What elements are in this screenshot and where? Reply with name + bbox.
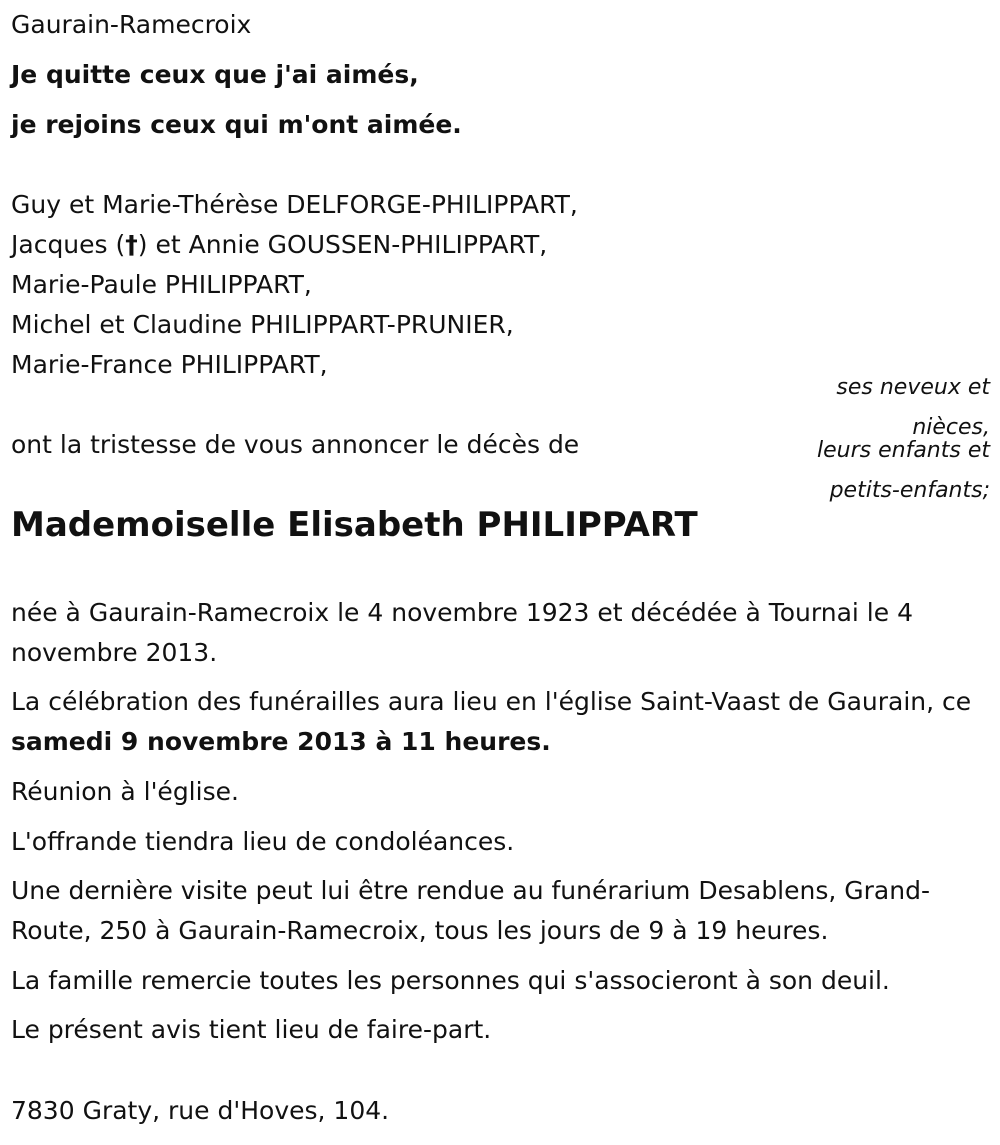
funeral-date-time: samedi 9 novembre 2013 à 11 heures. bbox=[11, 727, 551, 756]
dagger-icon: † bbox=[125, 230, 138, 259]
visit-text: Une dernière visite peut lui être rendue au funérarium Desablens, Grand-Route, 250 à Gaurain-Ramecroix, tous les jours de 9 à 19 heures. bbox=[11, 876, 930, 945]
family-line-2-prefix: Jacques ( bbox=[11, 230, 126, 259]
family-member-line-2 bbox=[11, 230, 547, 260]
side-note-1: ses neveux et bbox=[836, 375, 990, 400]
address-text: 7830 Graty, rue d'Hoves, 104. bbox=[11, 1096, 390, 1125]
verse-line-2: je rejoins ceux qui m'ont aimée. bbox=[11, 110, 462, 139]
offering-text: L'offrande tiendra lieu de condoléances. bbox=[11, 827, 515, 856]
place-heading: Gaurain-Ramecroix bbox=[11, 10, 252, 39]
funeral-text-prefix: La célébration des funérailles aura lieu en l'église Saint-Vaast de Gaurain, ce bbox=[11, 687, 972, 716]
family-member-line-3: Marie-Paule PHILIPPART, bbox=[11, 270, 312, 299]
family-member-line-5: Marie-France PHILIPPART, bbox=[11, 350, 328, 379]
verse-line-1: Je quitte ceux que j'ai aimés, bbox=[11, 60, 419, 89]
side-note-3: leurs enfants et bbox=[817, 438, 990, 463]
funeral-text bbox=[11, 682, 986, 762]
meeting-text: Réunion à l'église. bbox=[11, 777, 239, 806]
announcement-text: ont la tristesse de vous annoncer le décès de bbox=[11, 430, 580, 459]
birth-death-text: née à Gaurain-Ramecroix le 4 novembre 1923 et décédée à Tournai le 4 novembre 2013. bbox=[11, 598, 913, 667]
side-note-4: petits-enfants; bbox=[829, 478, 990, 503]
family-line-2-suffix: ) et Annie GOUSSEN-PHILIPPART, bbox=[137, 230, 548, 259]
family-member-line-1: Guy et Marie-Thérèse DELFORGE-PHILIPPART, bbox=[11, 190, 578, 219]
notice-text: Le présent avis tient lieu de faire-part. bbox=[11, 1015, 492, 1044]
thanks-text: La famille remercie toutes les personnes qui s'associeront à son deuil. bbox=[11, 966, 890, 995]
family-member-line-4: Michel et Claudine PHILIPPART-PRUNIER, bbox=[11, 310, 514, 339]
deceased-name: Mademoiselle Elisabeth PHILIPPART bbox=[11, 505, 698, 545]
side-note-2: nièces, bbox=[912, 415, 990, 440]
